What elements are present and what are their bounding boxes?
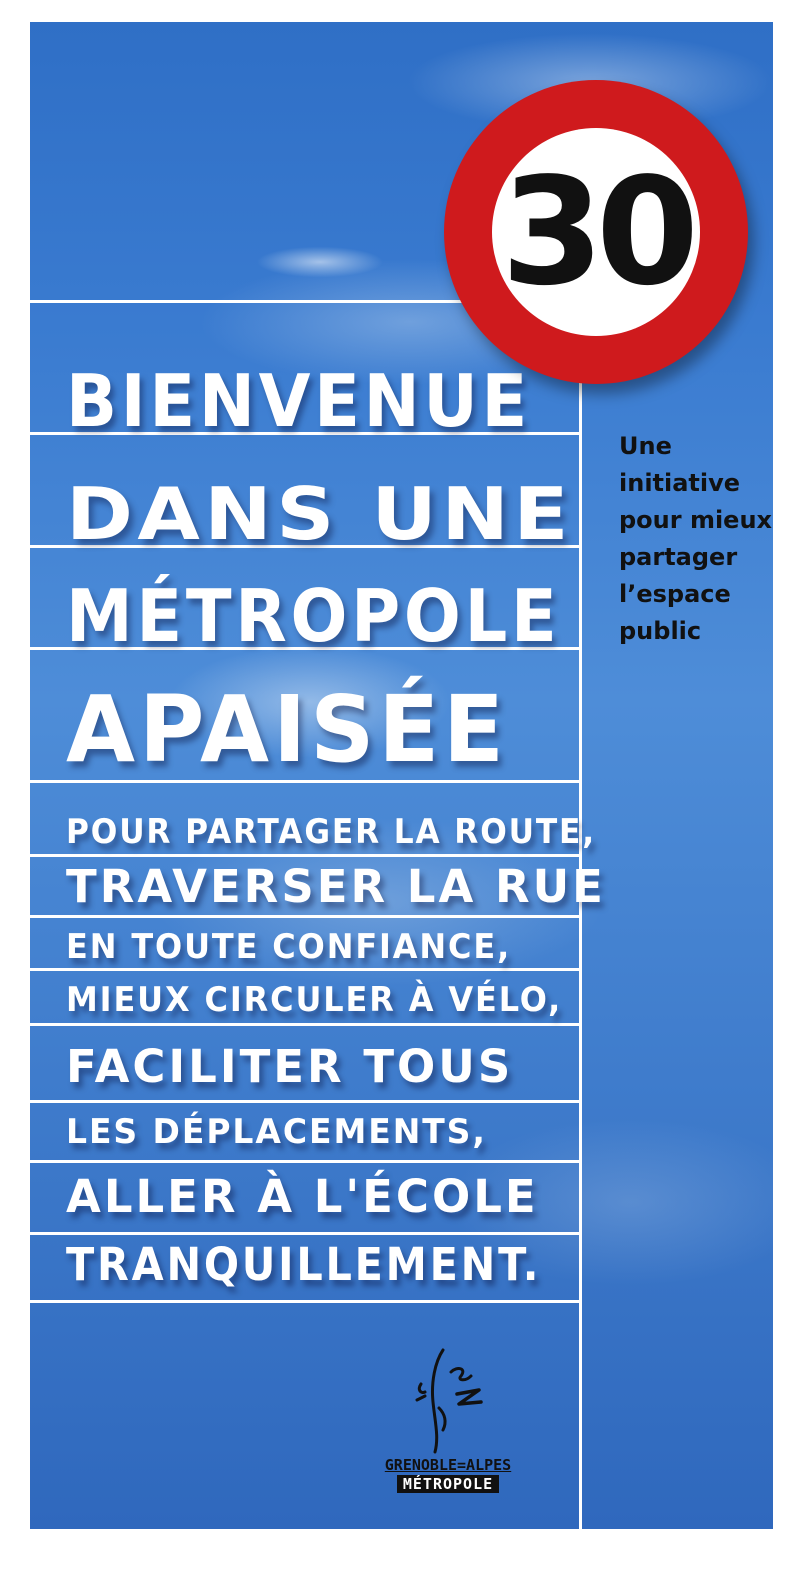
tagline xyxy=(619,428,773,650)
body-line-1: POUR PARTAGER LA ROUTE, xyxy=(66,812,596,852)
logo-name-top: GRENOBLE=ALPES xyxy=(384,1456,512,1474)
logo-name-bottom: MÉTROPOLE xyxy=(397,1475,499,1493)
speed-limit-sign xyxy=(444,80,748,384)
body-line-2: TRAVERSER LA RUE xyxy=(66,860,606,913)
rule-line xyxy=(30,1100,580,1103)
headline-line-2: DANS UNE xyxy=(66,472,573,556)
rule-line xyxy=(30,854,580,857)
rule-line xyxy=(30,1300,580,1303)
flyer-cover xyxy=(30,22,773,1529)
body-line-7: ALLER À L'ÉCOLE xyxy=(66,1170,539,1223)
headline-line-4: APAISÉE xyxy=(66,676,508,783)
rule-line xyxy=(30,1023,580,1026)
tagline-line: Une xyxy=(619,432,672,460)
grenoble-alpes-logo xyxy=(363,1342,533,1492)
headline-line-3: MÉTROPOLE xyxy=(66,574,561,658)
tagline-line: partager xyxy=(619,543,738,571)
tagline-line: public xyxy=(619,617,702,645)
rule-line xyxy=(30,1160,580,1163)
tagline-line: initiative xyxy=(619,469,741,497)
speed-limit-value: 30 xyxy=(501,146,691,318)
body-line-8: TRANQUILLEMENT. xyxy=(66,1238,542,1291)
rule-line xyxy=(30,1232,580,1235)
body-line-5: FACILITER TOUS xyxy=(66,1040,514,1093)
logo-mark-icon xyxy=(395,1342,495,1462)
rule-line xyxy=(30,968,580,971)
body-line-4: MIEUX CIRCULER À VÉLO, xyxy=(66,980,563,1020)
rule-line xyxy=(30,915,580,918)
body-line-3: EN TOUTE CONFIANCE, xyxy=(66,927,512,967)
tagline-line: l’espace xyxy=(619,580,731,608)
body-line-6: LES DÉPLACEMENTS, xyxy=(66,1112,487,1152)
vertical-rule xyxy=(579,300,582,1529)
speed-limit-sign-face xyxy=(492,128,700,336)
headline-line-1: BIENVENUE xyxy=(66,359,531,443)
tagline-line: pour mieux xyxy=(619,506,773,534)
